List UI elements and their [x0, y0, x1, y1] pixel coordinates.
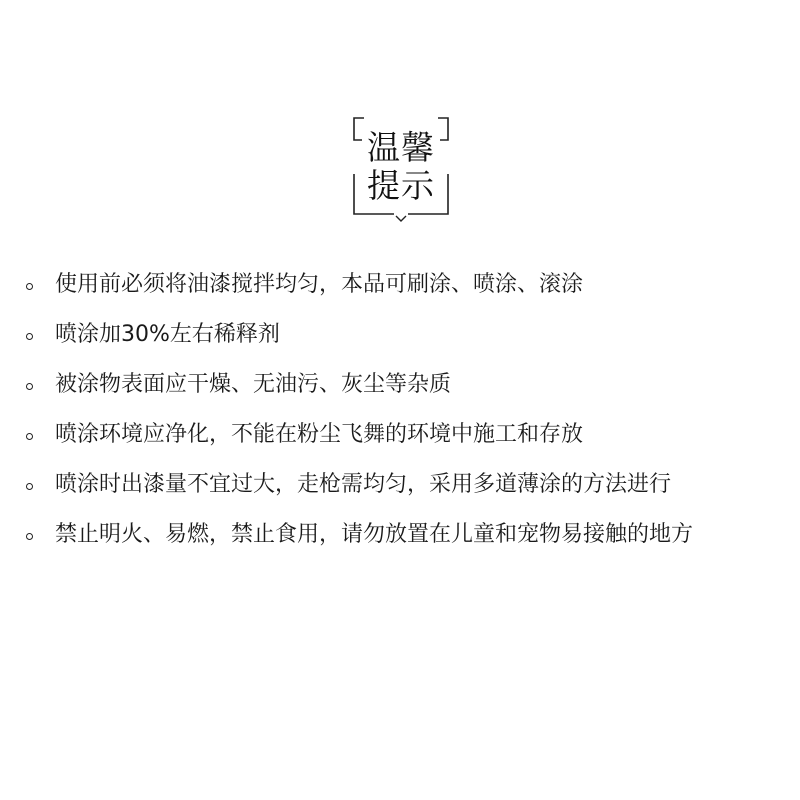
hollow-circle-icon: [26, 533, 33, 540]
heading-box: [352, 118, 450, 214]
hollow-circle-icon: [26, 433, 33, 440]
hollow-circle-icon: [26, 333, 33, 340]
list-item: [26, 410, 786, 460]
hollow-circle-icon: [26, 383, 33, 390]
tip-text: 被涂物表面应干燥、无油污、灰尘等杂质: [55, 372, 452, 397]
tips-list: [26, 260, 786, 560]
hollow-circle-icon: [26, 283, 33, 290]
list-item: [26, 360, 786, 410]
tip-text: 禁止明火、易燃，禁止食用，请勿放置在儿童和宠物易接触的地方: [55, 522, 694, 547]
heading-line-2: 提示: [367, 166, 435, 205]
list-item: [26, 460, 786, 510]
tip-text: 喷涂环境应净化，不能在粉尘飞舞的环境中施工和存放: [55, 422, 584, 447]
tip-text: 使用前必须将油漆搅拌均匀，本品可刷涂、喷涂、滚涂: [55, 272, 584, 297]
chevron-down-icon: [396, 216, 406, 221]
tip-text: 喷涂时出漆量不宜过大，走枪需均匀，采用多道薄涂的方法进行: [55, 472, 672, 497]
tip-text: 喷涂加30%左右稀释剂: [55, 322, 280, 347]
hollow-circle-icon: [26, 483, 33, 490]
list-item: [26, 310, 786, 360]
list-item: [26, 510, 786, 560]
heading-line-1: 温馨: [367, 128, 435, 167]
list-item: [26, 260, 786, 310]
